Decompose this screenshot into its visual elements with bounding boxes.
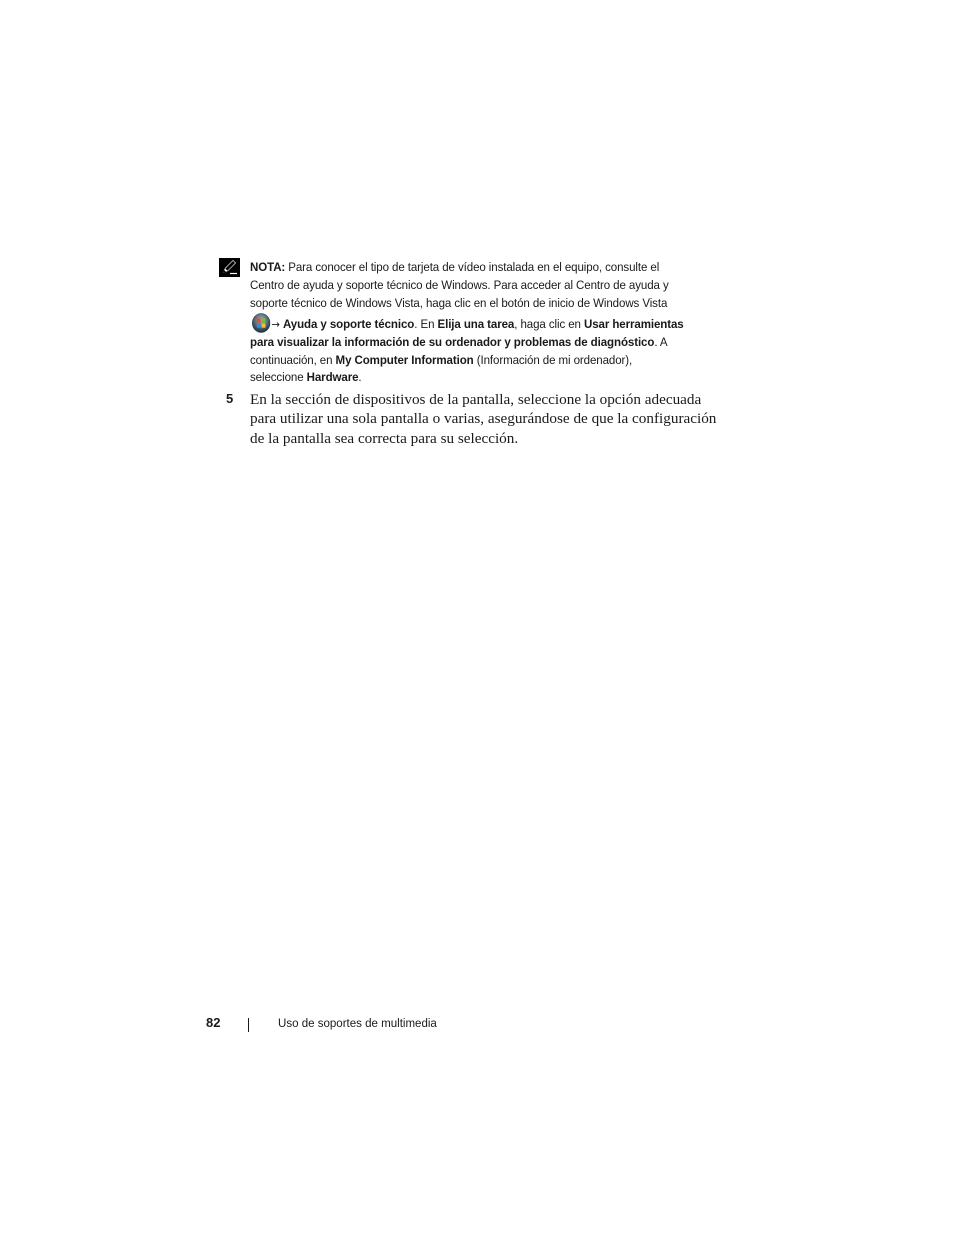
arrow-right-icon: →: [271, 317, 280, 331]
pencil-note-icon: [219, 258, 240, 277]
note-label: NOTA:: [250, 260, 286, 274]
page-number: 82: [206, 1015, 221, 1030]
footer-title: Uso de soportes de multimedia: [278, 1016, 437, 1030]
note-paragraph: NOTA: Para conocer el tipo de tarjeta de vídeo instalada en el equipo, consulte el Centro de ayuda y soporte técnico de Windows. Para acceder al Centro de ayuda y soporte técnico de Windows Vista, haga clic en el botón de inicio de Windows Vista → Ayuda y soporte técnico. En Elija una tarea, haga clic en Usar herramientas para visualizar la información de su ordenador y problemas de diagnóstico. A continuación, en My Computer Information (Información de mi ordenador), seleccione Hardware.: [250, 260, 684, 385]
step-number: 5: [226, 391, 234, 406]
step-text: En la sección de dispositivos de la pantalla, seleccione la opción adecuada para utilizar una sola pantalla o varias, asegurándose de que la configuración de la pantalla sea correcta para su selección.: [250, 391, 717, 447]
footer-divider: [248, 1018, 249, 1032]
windows-start-icon: [252, 313, 271, 333]
